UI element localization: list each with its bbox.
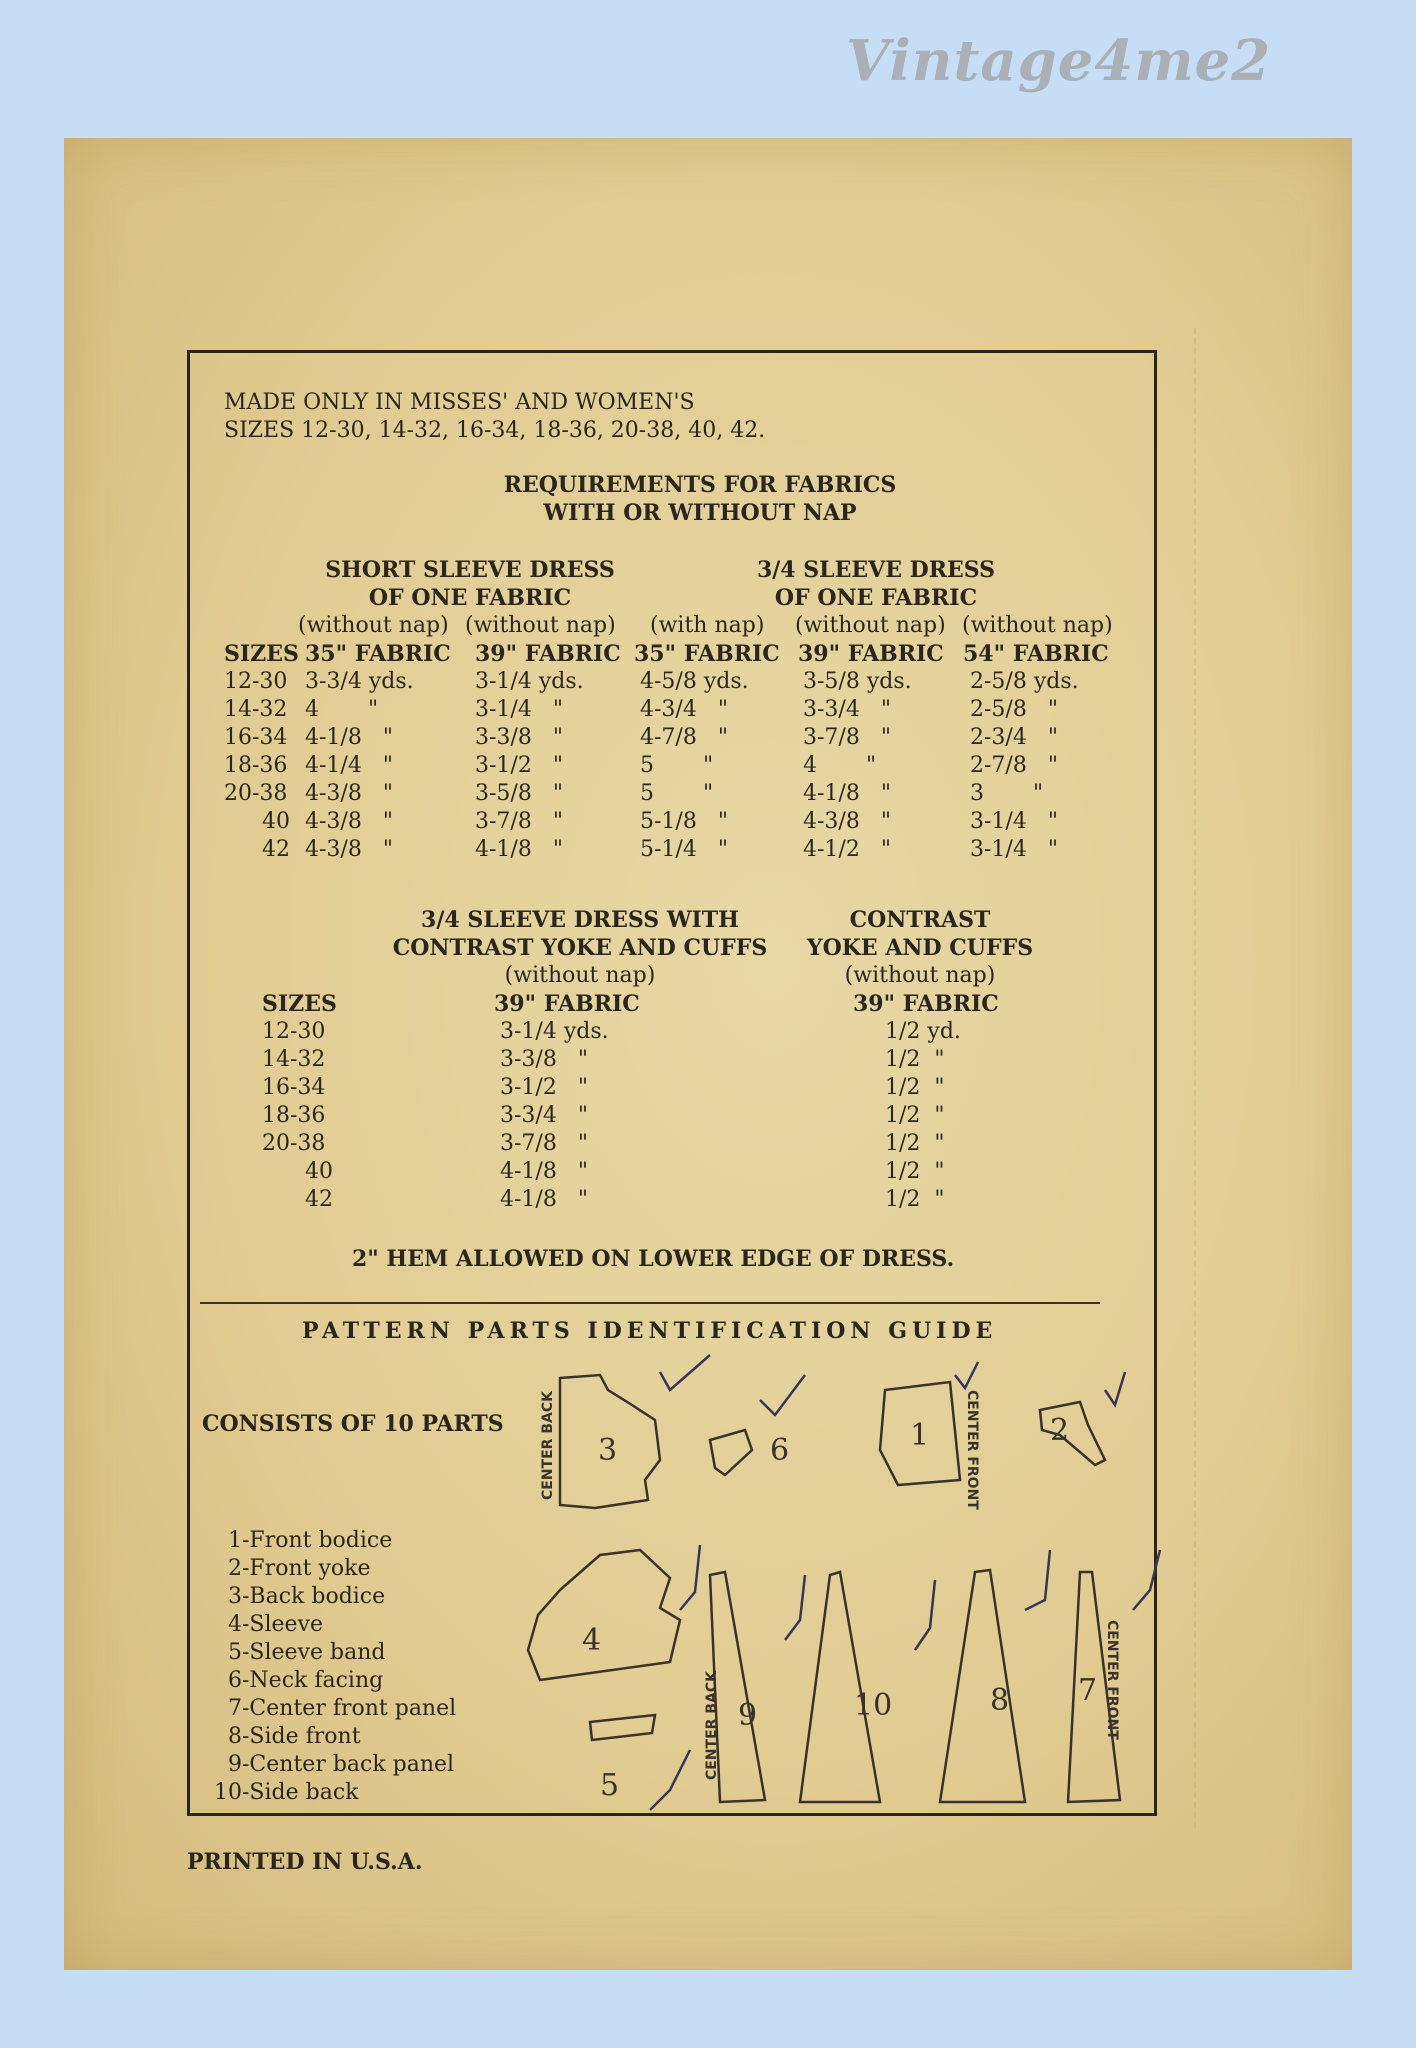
table1-yardage-cell: 4-1/8 " <box>803 781 891 806</box>
piece-number-9: 9 <box>738 1698 758 1733</box>
parts-count: CONSISTS OF 10 PARTS <box>202 1411 504 1437</box>
piece-10-side-back <box>800 1572 880 1802</box>
table2-size-cell: 42 <box>305 1187 333 1212</box>
table1-yardage-cell: 4-1/8 " <box>305 725 393 750</box>
table1-size-cell: 40 <box>262 809 290 834</box>
table2-yardage-cell: 3-1/4 yds. <box>500 1019 609 1044</box>
piece-number-8: 8 <box>990 1683 1010 1718</box>
table2-yardage-cell: 1/2 " <box>885 1131 945 1156</box>
table2-size-cell: 18-36 <box>262 1103 326 1128</box>
table2-yardage-cell: 1/2 " <box>885 1187 945 1212</box>
table1-yardage-cell: 3 " <box>970 781 1044 806</box>
table1-yardage-cell: 2-3/4 " <box>970 725 1058 750</box>
piece-4-sleeve <box>528 1550 680 1680</box>
table2-yardage-cell: 4-1/8 " <box>500 1187 588 1212</box>
table2-size-cell: 16-34 <box>262 1075 326 1100</box>
table2-yardage-cell: 4-1/8 " <box>500 1159 588 1184</box>
requirements-subtitle: WITH OR WITHOUT NAP <box>543 500 857 526</box>
piece-number-7: 7 <box>1078 1673 1098 1708</box>
table1-group1-subtitle: OF ONE FABRIC <box>368 585 572 611</box>
part-3: 3-Back bodice <box>228 1584 386 1609</box>
table1-header-col2: 39" FABRIC <box>475 641 621 667</box>
table2-yardage-cell: 3-7/8 " <box>500 1131 588 1156</box>
table1-yardage-cell: 3-1/2 " <box>475 753 563 778</box>
table1-yardage-cell: 3-1/4 " <box>970 837 1058 862</box>
part-10: 10-Side back <box>214 1780 359 1805</box>
table2-yardage-cell: 1/2 yd. <box>885 1019 961 1044</box>
table2-yardage-cell: 1/2 " <box>885 1075 945 1100</box>
table2-group1-subtitle: CONTRAST YOKE AND CUFFS <box>392 935 768 961</box>
table1-yardage-cell: 3-5/8 yds. <box>803 669 912 694</box>
table2-size-cell: 14-32 <box>262 1047 326 1072</box>
table1-header-col1: 35" FABRIC <box>305 641 451 667</box>
table2-header-col1: 39" FABRIC <box>494 991 640 1017</box>
part-2: 2-Front yoke <box>228 1556 371 1581</box>
header-line-2: SIZES 12-30, 14-32, 16-34, 18-36, 20-38, 40, 42. <box>224 418 766 443</box>
table1-nap-2: (without nap) <box>465 613 616 638</box>
table1-header-col5: 54" FABRIC <box>963 641 1109 667</box>
part-7: 7-Center front panel <box>228 1696 457 1721</box>
table2-group2-nap: (without nap) <box>844 963 996 988</box>
table2-yardage-cell: 3-3/8 " <box>500 1047 588 1072</box>
table1-yardage-cell: 3-1/4 " <box>970 809 1058 834</box>
table1-yardage-cell: 4-7/8 " <box>640 725 728 750</box>
table1-group1-title: SHORT SLEEVE DRESS <box>325 557 615 583</box>
table2-yardage-cell: 3-1/2 " <box>500 1075 588 1100</box>
table1-yardage-cell: 4-3/8 " <box>305 781 393 806</box>
table1-size-cell: 18-36 <box>224 753 288 778</box>
label-center-back-panel: CENTER BACK <box>704 1671 720 1780</box>
table1-yardage-cell: 4-3/8 " <box>305 837 393 862</box>
table1-nap-1: (without nap) <box>298 613 449 638</box>
table1-yardage-cell: 2-5/8 yds. <box>970 669 1079 694</box>
part-1: 1-Front bodice <box>228 1528 393 1553</box>
part-4: 4-Sleeve <box>228 1612 324 1637</box>
table2-size-cell: 40 <box>305 1159 333 1184</box>
table1-yardage-cell: 4-5/8 yds. <box>640 669 749 694</box>
part-9: 9-Center back panel <box>228 1752 455 1777</box>
part-5: 5-Sleeve band <box>228 1640 386 1665</box>
table1-yardage-cell: 4-3/8 " <box>803 809 891 834</box>
printed-in-usa: PRINTED IN U.S.A. <box>187 1849 423 1875</box>
table1-yardage-cell: 3-1/4 " <box>475 697 563 722</box>
table1-size-cell: 16-34 <box>224 725 288 750</box>
header-line-1: MADE ONLY IN MISSES' AND WOMEN'S <box>224 390 695 415</box>
table1-group2-subtitle: OF ONE FABRIC <box>774 585 978 611</box>
table1-yardage-cell: 5 " <box>640 753 714 778</box>
table1-yardage-cell: 5 " <box>640 781 714 806</box>
pattern-pieces-diagram <box>520 1350 1180 1820</box>
table1-yardage-cell: 4-3/4 " <box>640 697 728 722</box>
table1-header-col4: 39" FABRIC <box>798 641 944 667</box>
table1-yardage-cell: 3-5/8 " <box>475 781 563 806</box>
table1-yardage-cell: 5-1/8 " <box>640 809 728 834</box>
table2-size-cell: 12-30 <box>262 1019 326 1044</box>
table2-yardage-cell: 3-3/4 " <box>500 1103 588 1128</box>
table2-yardage-cell: 1/2 " <box>885 1047 945 1072</box>
table2-yardage-cell: 1/2 " <box>885 1159 945 1184</box>
table1-yardage-cell: 3-7/8 " <box>803 725 891 750</box>
table1-nap-4: (without nap) <box>795 613 946 638</box>
table1-yardage-cell: 4-1/2 " <box>803 837 891 862</box>
guide-title: PATTERN PARTS IDENTIFICATION GUIDE <box>302 1318 998 1344</box>
table1-yardage-cell: 4 " <box>803 753 877 778</box>
table1-yardage-cell: 3-3/4 yds. <box>305 669 414 694</box>
piece-number-6: 6 <box>770 1433 790 1468</box>
table2-yardage-cell: 1/2 " <box>885 1103 945 1128</box>
piece-6-neck-facing <box>710 1430 752 1475</box>
part-6: 6-Neck facing <box>228 1668 384 1693</box>
table2-group2-title: CONTRAST <box>849 907 991 933</box>
table2-header-col2: 39" FABRIC <box>853 991 999 1017</box>
piece-number-4: 4 <box>582 1623 602 1658</box>
table1-yardage-cell: 2-5/8 " <box>970 697 1058 722</box>
section-divider <box>200 1302 1100 1304</box>
table1-yardage-cell: 4-3/8 " <box>305 809 393 834</box>
piece-number-3: 3 <box>598 1433 618 1468</box>
table1-yardage-cell: 3-3/4 " <box>803 697 891 722</box>
label-center-front-top: CENTER FRONT <box>964 1390 980 1510</box>
table1-yardage-cell: 4-1/4 " <box>305 753 393 778</box>
table1-yardage-cell: 4-1/8 " <box>475 837 563 862</box>
piece-5-sleeve-band <box>590 1715 655 1740</box>
table1-yardage-cell: 5-1/4 " <box>640 837 728 862</box>
table2-group2-subtitle: YOKE AND CUFFS <box>806 935 1034 961</box>
table2-group1-title: 3/4 SLEEVE DRESS WITH <box>421 907 739 933</box>
table1-nap-3: (with nap) <box>650 613 765 638</box>
watermark: Vintage4me2 <box>846 28 1272 94</box>
piece-number-10: 10 <box>854 1688 893 1723</box>
table1-header-col3: 35" FABRIC <box>634 641 780 667</box>
piece-number-1: 1 <box>910 1418 930 1453</box>
table1-yardage-cell: 4 " <box>305 697 379 722</box>
piece-number-2: 2 <box>1050 1413 1070 1448</box>
part-8: 8-Side front <box>228 1724 361 1749</box>
table1-size-cell: 12-30 <box>224 669 288 694</box>
table1-size-cell: 42 <box>262 837 290 862</box>
table1-nap-5: (without nap) <box>962 613 1113 638</box>
piece-number-5: 5 <box>600 1768 620 1803</box>
requirements-title: REQUIREMENTS FOR FABRICS <box>503 472 897 498</box>
table1-yardage-cell: 2-7/8 " <box>970 753 1058 778</box>
table1-size-cell: 20-38 <box>224 781 288 806</box>
piece-8-side-front <box>940 1570 1025 1802</box>
label-center-front-panel: CENTER FRONT <box>1104 1620 1120 1740</box>
label-center-back-top: CENTER BACK <box>540 1391 556 1500</box>
table2-header-sizes: SIZES <box>262 991 337 1017</box>
table2-size-cell: 20-38 <box>262 1131 326 1156</box>
hem-note: 2" HEM ALLOWED ON LOWER EDGE OF DRESS. <box>352 1246 955 1272</box>
table1-yardage-cell: 3-3/8 " <box>475 725 563 750</box>
table1-group2-title: 3/4 SLEEVE DRESS <box>756 557 996 583</box>
table1-yardage-cell: 3-7/8 " <box>475 809 563 834</box>
table1-size-cell: 14-32 <box>224 697 288 722</box>
table1-header-sizes: SIZES <box>224 641 299 667</box>
table1-yardage-cell: 3-1/4 yds. <box>475 669 584 694</box>
show-through-texture <box>1194 328 1346 1828</box>
table2-group1-nap: (without nap) <box>504 963 656 988</box>
